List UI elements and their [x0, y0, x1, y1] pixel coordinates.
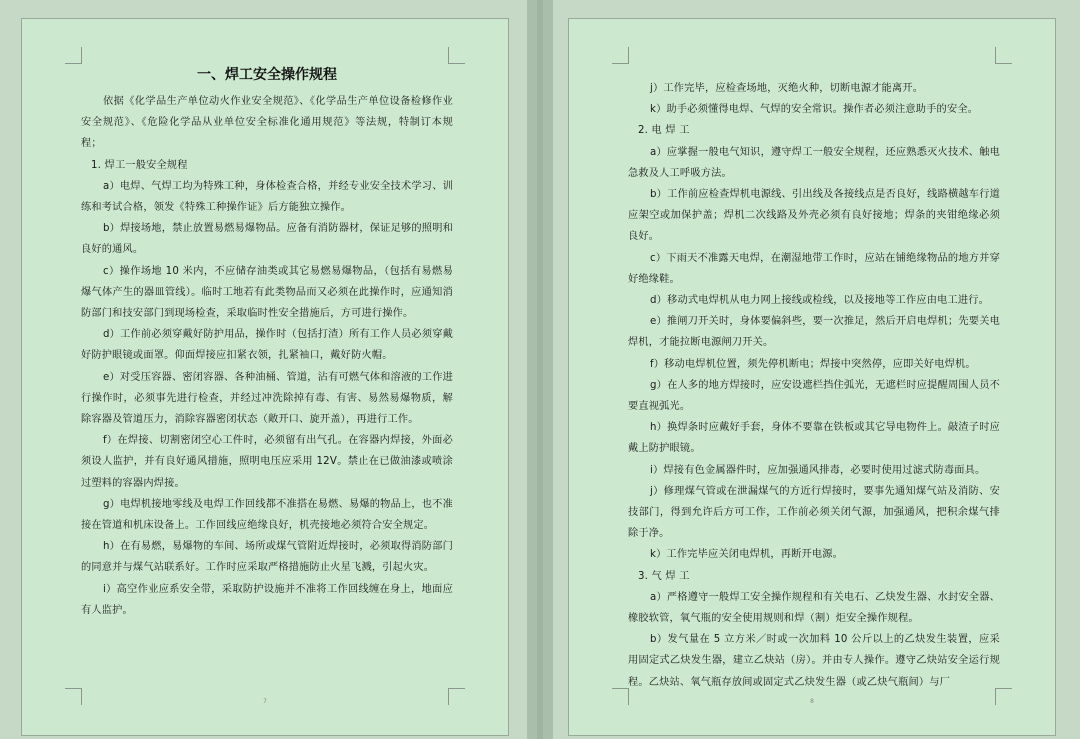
- paragraph: a）应掌握一般电气知识，遵守焊工一般安全规程，还应熟悉灭火技术、触电急救及人工呼吸方法。: [628, 146, 1000, 179]
- paragraph: b）工作前应检查焊机电源线、引出线及各接线点是否良好，线路横越车行道应架空或加保护盖；焊机二次线路及外壳必须有良好接地；焊条的夹钳绝缘必须良好。: [628, 189, 1000, 243]
- section-heading: 2. 电 焊 工: [638, 125, 690, 137]
- page-number: 8: [810, 698, 814, 705]
- crop-mark-top-right: [995, 47, 1012, 64]
- paragraph: c）操作场地 10 米内，不应储存油类或其它易燃易爆物品，（包括有易燃易爆气体产生的器皿管线）。临时工地若有此类物品而又必须在此操作时，应通知消防部门和技安部门到现场检查，采取临时性安全措施后，方可进行操作。: [81, 265, 453, 320]
- paragraph: k）工作完毕应关闭电焊机，再断开电源。: [650, 549, 844, 561]
- document-page-left: [21, 18, 509, 736]
- paragraph: e）对受压容器、密闭容器、各种油桶、管道，沾有可燃气体和溶液的工作进行操作时，必须事先进行检查，并经过冲洗除掉有毒、有害、易然易爆物质，解除容器及管道压力，消除容器密闭状态（敞开口、旋开盖），再进行工作。: [81, 371, 453, 426]
- paragraph: f）在焊接、切割密闭空心工件时，必须留有出气孔。在容器内焊接，外面必须设人监护，并有良好通风措施，照明电压应采用 12V。禁止在已做油漆或喷涂过塑料的容器内焊接。: [81, 435, 453, 489]
- paragraph: i）高空作业应系安全带，采取防护设施并不准将工作回线缠在身上，地面应有人监护。: [81, 583, 453, 616]
- paragraph: j）修理煤气管或在泄漏煤气的方近行焊接时，要事先通知煤气站及消防、安技部门，得到允许后方可工作，工作前必须关闭气源，加强通风，把积余煤气排除于净。: [628, 485, 1000, 540]
- paragraph: 依据《化学品生产单位动火作业安全规范》、《化学品生产单位设备检修作业安全规范》、《危险化学品从业单位安全标准化通用规范》等法规，特制订本规程；: [81, 96, 453, 150]
- crop-mark-top-left: [612, 47, 629, 64]
- section-heading: 3. 气 焊 工: [638, 570, 690, 582]
- paragraph: c）下雨天不准露天电焊，在潮湿地带工作时，应站在铺绝缘物品的地方并穿好绝缘鞋。: [628, 252, 1000, 285]
- paragraph: j）工作完毕，应检查场地，灭绝火种，切断电源才能离开。: [650, 83, 924, 94]
- paragraph: i）焊接有色金属器件时，应加强通风排毒，必要时使用过滤式防毒面具。: [650, 464, 986, 476]
- document-page-right: [568, 18, 1056, 736]
- paragraph: d）工作前必须穿戴好防护用品，操作时（包括打渣）所有工作人员必须穿戴好防护眼镜或面罩。仰面焊接应扣紧衣领，扎紧袖口，戴好防火帽。: [81, 329, 453, 362]
- paragraph: g）电焊机接地零线及电焊工作回线都不准搭在易燃、易爆的物品上，也不准接在管道和机床设备上。工作回线应绝缘良好，机壳接地必须符合安全规定。: [81, 498, 453, 532]
- paragraph: g）在人多的地方焊接时，应安设遮栏挡住弧光，无遮栏时应提醒周围人员不要直视弧光。: [628, 379, 1000, 413]
- paragraph: h）换焊条时应戴好手套，身体不要靠在铁板或其它导电物件上。敲渣子时应戴上防护眼镜。: [628, 422, 1000, 455]
- page-content: [81, 62, 453, 621]
- paragraph: b）发气量在 5 立方米／时或一次加料 10 公斤以上的乙炔发生装置，应采用固定式乙炔发生器，建立乙炔站（房）。并由专人操作。遵守乙炔站安全运行规程。乙炔站、氧气瓶存放间或固定式乙炔发生器（或乙炔气瓶间）与厂: [628, 634, 1000, 688]
- page-content: [628, 78, 1000, 693]
- paragraph: h）在有易燃，易爆物的车间、场所或煤气管附近焊接时，必须取得消防部门的同意并与煤气站联系好。工作时应采取严格措施防止火星飞溅，引起火灾。: [81, 541, 453, 574]
- section-heading: 1. 焊工一般安全规程: [91, 159, 188, 171]
- page-gutter: [527, 0, 553, 739]
- paragraph: a）严格遵守一般焊工安全操作规程和有关电石、乙炔发生器、水封安全器、橡胶软管，氧气瓶的安全使用规则和焊（割）炬安全操作规程。: [628, 591, 1000, 625]
- paragraph: a）电焊、气焊工均为特殊工种，身体检查合格，并经专业安全技术学习、训练和考试合格，领发《特殊工种操作证》后方能独立操作。: [81, 180, 453, 214]
- paragraph: e）推闸刀开关时，身体要偏斜些，要一次推足，然后开启电焊机；先要关电焊机，才能拉断电源闸刀开关。: [628, 316, 1000, 349]
- page-number: 7: [263, 698, 267, 705]
- paragraph: k）助手必须懂得电焊、气焊的安全常识。操作者必须注意助手的安全。: [650, 104, 979, 116]
- paragraph: b）焊接场地，禁止放置易燃易爆物品。应备有消防器材，保证足够的照明和良好的通风。: [81, 223, 453, 256]
- gutter-divider: [537, 0, 543, 739]
- paragraph: d）移动式电焊机从电力网上接线或检线，以及接地等工作应由电工进行。: [650, 295, 990, 307]
- document-title: 一、焊工安全操作规程: [197, 67, 337, 83]
- paragraph: f）移动电焊机位置，须先停机断电；焊接中突然停，应即关好电焊机。: [650, 358, 976, 370]
- crop-mark-top-left: [65, 47, 82, 64]
